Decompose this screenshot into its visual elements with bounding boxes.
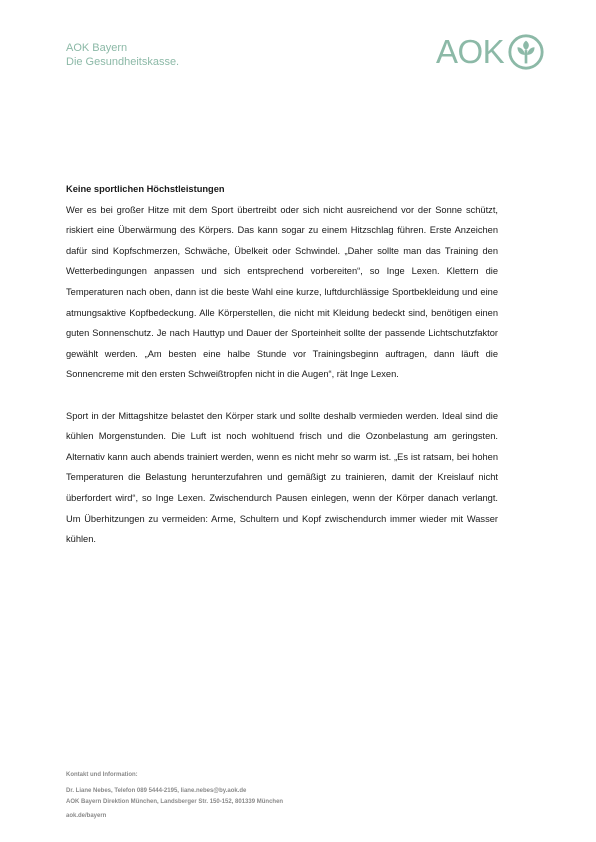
footer-website: aok.de/bayern (66, 813, 107, 820)
article-paragraph-1: Wer es bei großer Hitze mit dem Sport übertreibt oder sich nicht ausreichend vor der Sonne schützt, riskiert eine Überwärmung des Körpers. Das kann sogar zu einem Hitzschlag führen. Erste Anzeichen dafür sind Kopfschmerzen, Schwäche, Übelkeit oder Schwindel. „Daher sollte man das Training den Wetterbedingungen anpassen und sich entsprechend vorbereiten“, so Inge Lexen. Klettern die Temperaturen nach oben, dann ist die beste Wahl eine kurze, luftdurchlässige Sportbekleidung und eine atmungsaktive Kopfbedeckung. Alle Körperstellen, die nicht mit Kleidung bedeckt sind, benötigen einen guten Sonnenschutz. Je nach Hauttyp und Dauer der Sporteinheit sollte der passende Lichtschutzfaktor gewählt werden. „Am besten eine halbe Stunde vor Trainingsbeginn auftragen, dann läuft die Sonnencreme mit den ersten Schweißtropfen nicht in die Augen“, rät Inge Lexen. (66, 204, 498, 380)
article-heading: Keine sportlichen Höchstleistungen (66, 184, 225, 194)
org-name: AOK Bayern (66, 42, 128, 54)
org-slogan: Die Gesundheitskasse. (66, 56, 180, 68)
footer-contact-label: Kontakt und Information: (66, 772, 138, 778)
article-body (66, 179, 498, 550)
footer-contact (66, 770, 283, 822)
footer-address: AOK Bayern Direktion München, Landsberger Str. 150-152, 801339 München (66, 798, 284, 805)
org-name-block (66, 41, 179, 69)
footer-contact-person: Dr. Liane Nebes, Telefon 089 5444-2195, liane.nebes@by.aok.de (66, 788, 247, 795)
article-paragraph-2: Sport in der Mittagshitze belastet den Körper stark und sollte deshalb vermieden werden. Ideal sind die kühlen Morgenstunden. Die Luft ist noch wohltuend frisch und die Ozonbelastung am geringsten. Alternativ kann auch abends trainiert werden, wenn es nicht mehr so warm ist. „Es ist ratsam, bei hohen Temperaturen die Belastung herunterzufahren und gemäßigt zu trainieren, damit der Kreislauf nicht überfordert wird“, so Inge Lexen. Zwischendurch Pausen einlegen, wenn der Körper danach verlangt. Um Überhitzungen zu vermeiden: Arme, Schultern und Kopf zwischendurch immer wieder mit Wasser kühlen. (66, 410, 498, 545)
aok-tree-icon (507, 33, 545, 71)
aok-logo (436, 33, 545, 71)
logo-wordmark: AOK (436, 33, 505, 70)
